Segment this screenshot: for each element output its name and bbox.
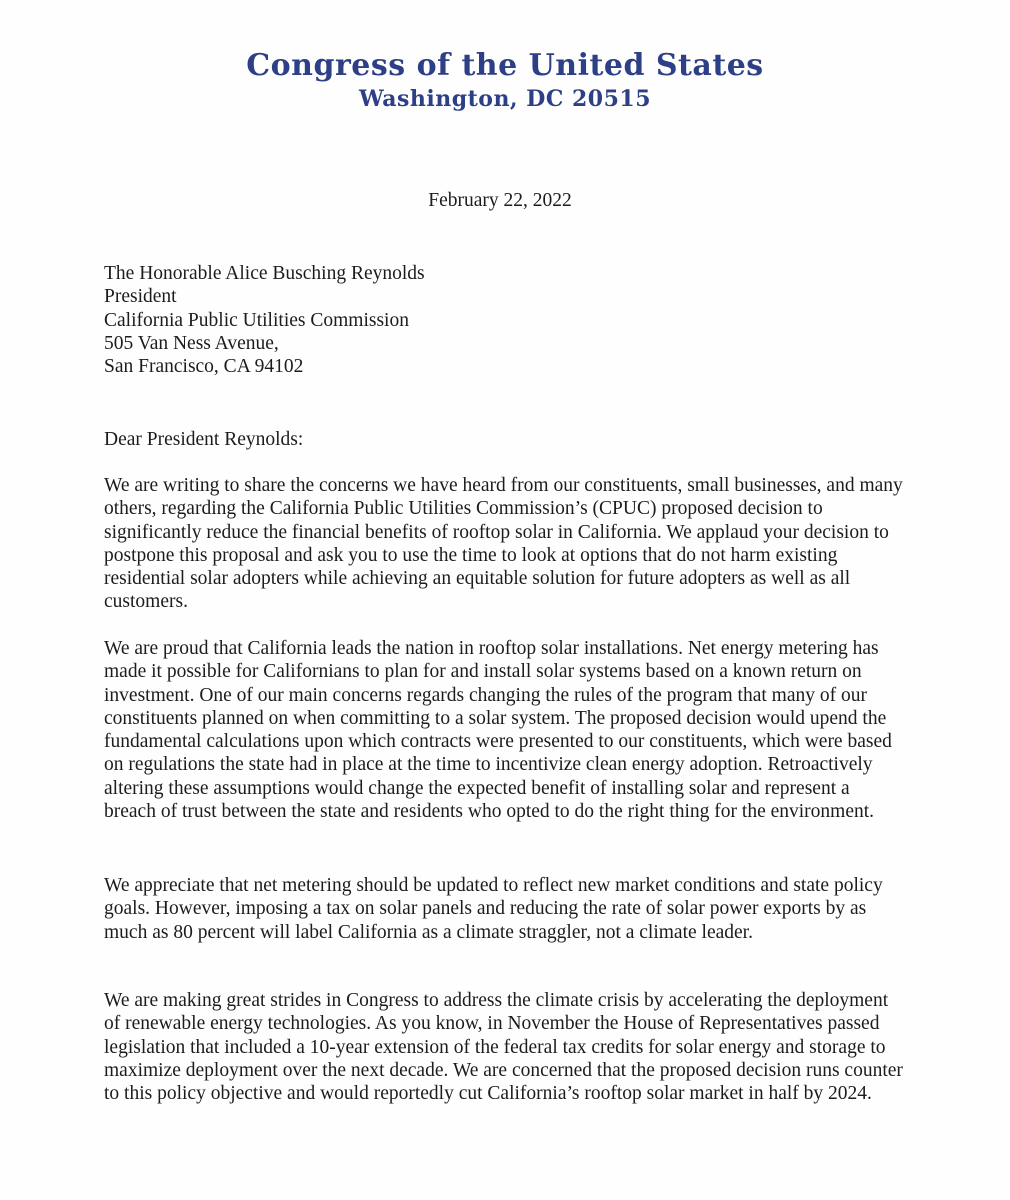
recipient-organization: California Public Utilities Commission xyxy=(104,309,409,331)
recipient-title: President xyxy=(104,286,177,308)
paragraph-1: We are writing to share the concerns we have heard from our constituents, small businesses, and many others, regarding the California Public Utilities Commission’s (CPUC) proposed decision to significantly reduce the financial benefits of rooftop solar in California. We applaud your decision to postpone this proposal and ask you to use the time to look at options that do not harm existing residential solar adopters while achieving an equitable solution for future adopters as well as all customers. xyxy=(104,475,903,613)
letter-date: February 22, 2022 xyxy=(428,190,572,211)
recipient-name: The Honorable Alice Busching Reynolds xyxy=(104,263,425,284)
paragraph-2: We are proud that California leads the nation in rooftop solar installations. Net energy metering has made it possible for Californians to plan for and install solar systems based on a known return on investment. One of our main concerns regards changing the rules of the program that many of our constituents planned on when committing to a solar system. The proposed decision would upend the fundamental calculations upon which contracts were presented to our constituents, which were based on regulations the state had in place at the time to incentivize clean energy adoption. Retroactively altering these assumptions would change the expected benefit of installing solar and represent a breach of trust between the state and residents who opted to do the right thing for the environment. xyxy=(104,638,892,823)
letterhead-subtitle: Washington, DC 20515 xyxy=(358,86,652,112)
letterhead-title: Congress of the United States xyxy=(246,48,764,83)
recipient-street: 505 Van Ness Avenue, xyxy=(104,332,279,354)
paragraph-3: We appreciate that net metering should be updated to reflect new market conditions and state policy goals. However, imposing a tax on solar panels and reducing the rate of solar power exports by as much as 80 percent will label California as a climate straggler, not a climate leader. xyxy=(104,875,883,943)
salutation: Dear President Reynolds: xyxy=(104,429,304,450)
recipient-address xyxy=(104,262,904,378)
paragraph-4: We are making great strides in Congress to address the climate crisis by accelerating the deployment of renewable energy technologies. As you know, in November the House of Representatives passed legislation that included a 10-year extension of the federal tax credits for solar energy and storage to maximize deployment over the next decade. We are concerned that the proposed decision runs counter to this policy objective and would reportedly cut California’s rooftop solar market in half by 2024. xyxy=(104,990,903,1105)
recipient-city: San Francisco, CA 94102 xyxy=(104,356,304,378)
